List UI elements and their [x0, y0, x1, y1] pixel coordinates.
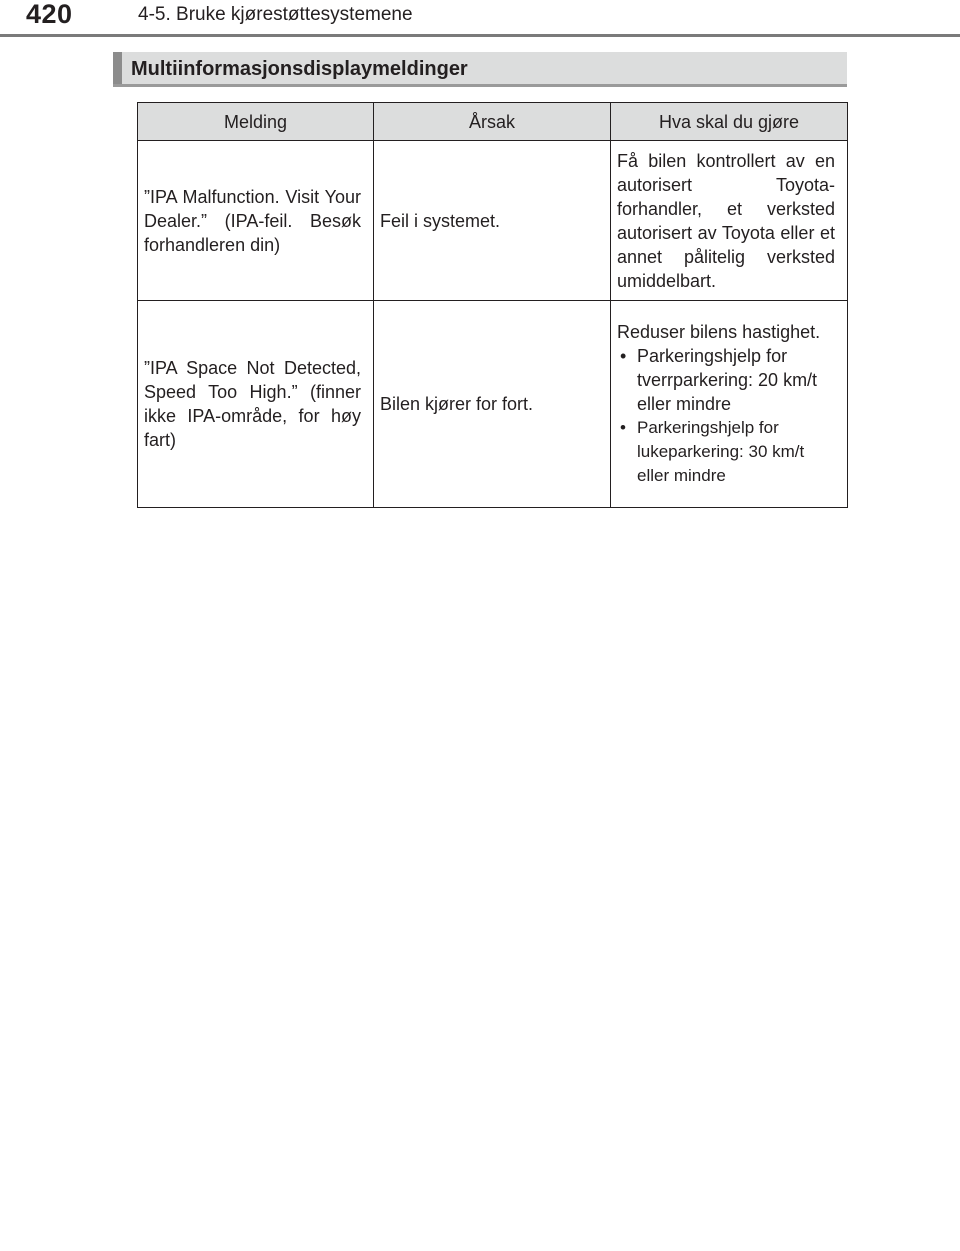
- list-item: • Parkeringshjelp for tverrparkering: 20 km/t eller mindre: [617, 344, 835, 416]
- column-header-cause: Årsak: [374, 103, 611, 141]
- table-header-row: [138, 103, 848, 141]
- section-heading-box: [113, 52, 847, 87]
- message-text: ”IPA Space Not Detected, Speed Too High.” (finner ikke IPA-område, for høy fart): [144, 358, 361, 450]
- action-text: Reduser bilens hastighet.: [617, 322, 821, 342]
- column-header-action: Hva skal du gjøre: [611, 103, 848, 141]
- table-row: [138, 301, 848, 508]
- section-accent-bar: [113, 52, 122, 84]
- column-header-message: Melding: [138, 103, 374, 141]
- action-bullet-list: [617, 344, 835, 488]
- chapter-title: 4-5. Bruke kjørestøttesystemene: [138, 4, 413, 25]
- cell-message: [138, 301, 374, 508]
- cell-message: [138, 141, 374, 301]
- action-text: Få bilen kontrollert av en autorisert Toyota-forhandler, et verksted autorisert av Toyota eller et annet pålitelig verksted umiddelbart.: [617, 150, 835, 291]
- page-number: 420: [26, 0, 73, 29]
- list-item: • Parkeringshjelp for lukeparkering: 30 km/t eller mindre: [617, 416, 835, 488]
- cell-action: [611, 141, 848, 301]
- section-title: Multiinformasjonsdisplaymeldinger: [131, 58, 468, 80]
- table-row: [138, 141, 848, 301]
- message-text: ”IPA Malfunction. Visit Your Dealer.” (IPA-feil. Besøk forhandleren din): [144, 186, 361, 255]
- cause-text: Feil i systemet.: [380, 210, 501, 231]
- message-table: [137, 102, 848, 508]
- cell-cause: [374, 141, 611, 301]
- cell-action: [611, 301, 848, 508]
- cell-cause: [374, 301, 611, 508]
- cause-text: Bilen kjører for fort.: [380, 394, 534, 414]
- header-rule: [0, 34, 960, 37]
